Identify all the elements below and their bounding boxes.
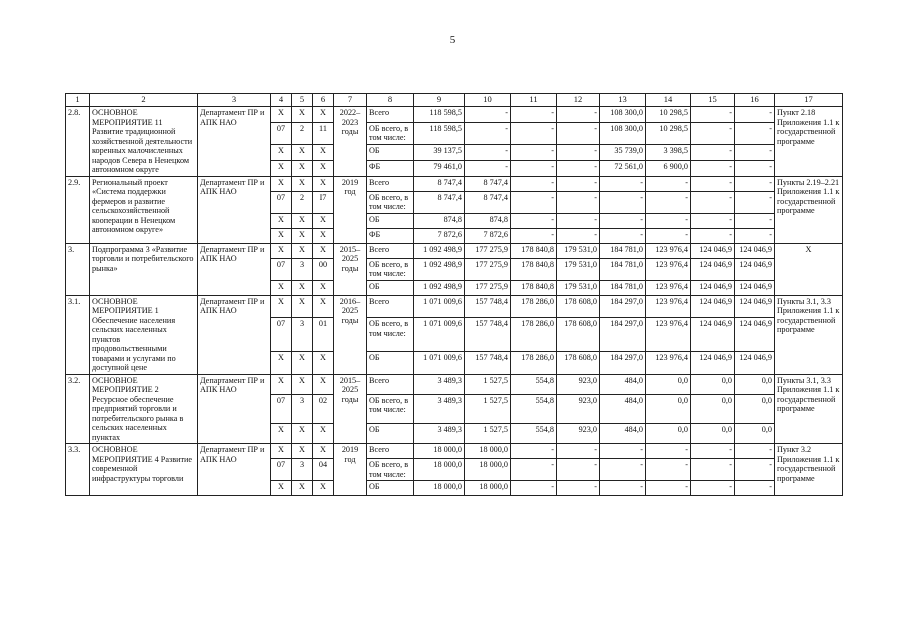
code-cell: 07 <box>271 459 292 481</box>
funding-source: Всего <box>367 107 414 123</box>
code-cell: X <box>292 481 313 496</box>
code-cell: X <box>313 176 334 191</box>
amount-cell: 484,0 <box>600 394 646 423</box>
amount-cell: 3 489,3 <box>414 374 465 394</box>
code-cell: X <box>292 160 313 176</box>
amount-cell: 484,0 <box>600 423 646 443</box>
amount-cell: 184 781,0 <box>600 280 646 295</box>
table-row <box>66 107 843 123</box>
amount-cell: 124 046,9 <box>735 295 775 318</box>
amount-cell: 177 275,9 <box>465 243 511 258</box>
amount-cell: 1 071 009,6 <box>414 295 465 318</box>
amount-cell: 123 976,4 <box>646 243 691 258</box>
amount-cell: - <box>557 228 600 243</box>
amount-cell: 124 046,9 <box>735 280 775 295</box>
code-cell: X <box>271 444 292 459</box>
item-number: 2.9. <box>66 176 90 243</box>
code-cell: X <box>271 351 292 374</box>
amount-cell: - <box>557 459 600 481</box>
code-cell: 3 <box>292 459 313 481</box>
period-cell: 2016–2025 годы <box>334 295 367 374</box>
amount-cell: 874,8 <box>414 213 465 228</box>
amount-cell: - <box>511 176 557 191</box>
amount-cell: 123 976,4 <box>646 295 691 318</box>
item-name: Подпрограмма 3 «Развитие торговли и потребительского рынка» <box>90 243 198 295</box>
code-cell: 2 <box>292 191 313 213</box>
code-cell: X <box>271 280 292 295</box>
amount-cell: 923,0 <box>557 423 600 443</box>
code-cell: X <box>292 228 313 243</box>
amount-cell: 0,0 <box>735 394 775 423</box>
amount-cell: 1 092 498,9 <box>414 258 465 280</box>
amount-cell: 124 046,9 <box>735 318 775 351</box>
code-cell: X <box>271 243 292 258</box>
amount-cell: 0,0 <box>646 423 691 443</box>
amount-cell: 178 840,8 <box>511 258 557 280</box>
period-cell: 2015–2025 годы <box>334 374 367 444</box>
amount-cell: - <box>465 145 511 161</box>
amount-cell: 177 275,9 <box>465 280 511 295</box>
amount-cell: 554,8 <box>511 394 557 423</box>
amount-cell: 157 748,4 <box>465 351 511 374</box>
amount-cell: - <box>465 122 511 145</box>
amount-cell: 1 527,5 <box>465 374 511 394</box>
amount-cell: - <box>511 145 557 161</box>
code-cell: X <box>271 107 292 123</box>
amount-cell: 178 286,0 <box>511 295 557 318</box>
amount-cell: - <box>691 444 735 459</box>
amount-cell: 923,0 <box>557 394 600 423</box>
column-header: 15 <box>691 94 735 107</box>
responsible-department: Департамент ПР и АПК НАО <box>198 374 271 444</box>
amount-cell: 18 000,0 <box>414 444 465 459</box>
amount-cell: 10 298,5 <box>646 107 691 123</box>
amount-cell: 18 000,0 <box>414 481 465 496</box>
funding-source: ОБ <box>367 481 414 496</box>
amount-cell: - <box>557 160 600 176</box>
amount-cell: 123 976,4 <box>646 280 691 295</box>
code-cell: X <box>292 107 313 123</box>
amount-cell: 178 840,8 <box>511 280 557 295</box>
amount-cell: - <box>465 160 511 176</box>
amount-cell: 0,0 <box>735 423 775 443</box>
funding-source: ОБ <box>367 351 414 374</box>
period-cell: 2015–2025 годы <box>334 243 367 295</box>
code-cell: 04 <box>313 459 334 481</box>
column-header: 1 <box>66 94 90 107</box>
amount-cell: 123 976,4 <box>646 258 691 280</box>
item-number: 2.8. <box>66 107 90 177</box>
code-cell: 01 <box>313 318 334 351</box>
amount-cell: 178 286,0 <box>511 351 557 374</box>
amount-cell: 1 527,5 <box>465 394 511 423</box>
code-cell: 3 <box>292 318 313 351</box>
code-cell: 07 <box>271 318 292 351</box>
amount-cell: 8 747,4 <box>465 176 511 191</box>
amount-cell: - <box>511 213 557 228</box>
funding-source: ОБ <box>367 280 414 295</box>
amount-cell: 0,0 <box>735 374 775 394</box>
period-cell: 2019 год <box>334 444 367 496</box>
funding-source: ОБ <box>367 213 414 228</box>
amount-cell: 157 748,4 <box>465 295 511 318</box>
item-name: ОСНОВНОЕ МЕРОПРИЯТИЕ 4 Развитие современной инфраструктуры торговли <box>90 444 198 496</box>
item-number: 3.1. <box>66 295 90 374</box>
amount-cell: 124 046,9 <box>735 243 775 258</box>
amount-cell: 108 300,0 <box>600 107 646 123</box>
amount-cell: - <box>646 481 691 496</box>
code-cell: 00 <box>313 258 334 280</box>
code-cell: 11 <box>313 122 334 145</box>
amount-cell: 124 046,9 <box>691 243 735 258</box>
amount-cell: - <box>646 213 691 228</box>
column-header: 5 <box>292 94 313 107</box>
amount-cell: - <box>511 459 557 481</box>
reference-note: X <box>775 243 843 295</box>
table-row <box>66 295 843 318</box>
item-name: ОСНОВНОЕ МЕРОПРИЯТИЕ 1 Обеспечение населения сельских населенных пунктов продовольственными товарами и услугами по доступной цене <box>90 295 198 374</box>
amount-cell: - <box>735 213 775 228</box>
amount-cell: 8 747,4 <box>414 176 465 191</box>
amount-cell: 124 046,9 <box>691 318 735 351</box>
code-cell: X <box>313 243 334 258</box>
amount-cell: - <box>691 481 735 496</box>
amount-cell: 184 781,0 <box>600 258 646 280</box>
code-cell: X <box>292 351 313 374</box>
amount-cell: 484,0 <box>600 374 646 394</box>
amount-cell: - <box>735 176 775 191</box>
item-name: ОСНОВНОЕ МЕРОПРИЯТИЕ 11 Развитие традиционной хозяйственной деятельности коренных малочисленных народов Севера в Ненецком автономном округе <box>90 107 198 177</box>
code-cell: X <box>271 160 292 176</box>
code-cell: X <box>313 228 334 243</box>
column-header: 6 <box>313 94 334 107</box>
amount-cell: 1 071 009,6 <box>414 351 465 374</box>
amount-cell: 39 137,5 <box>414 145 465 161</box>
amount-cell: 124 046,9 <box>735 258 775 280</box>
amount-cell: - <box>646 444 691 459</box>
amount-cell: - <box>646 459 691 481</box>
code-cell: 07 <box>271 394 292 423</box>
amount-cell: - <box>691 145 735 161</box>
amount-cell: - <box>691 228 735 243</box>
code-cell: X <box>313 107 334 123</box>
code-cell: X <box>313 423 334 443</box>
amount-cell: 0,0 <box>691 423 735 443</box>
code-cell: X <box>271 145 292 161</box>
amount-cell: - <box>557 176 600 191</box>
budget-table <box>65 93 843 496</box>
funding-source: ОБ всего, в том числе: <box>367 191 414 213</box>
amount-cell: 184 297,0 <box>600 318 646 351</box>
reference-note: Пункт 3.2 Приложения 1.1 к государственной программе <box>775 444 843 496</box>
amount-cell: 8 747,4 <box>465 191 511 213</box>
amount-cell: 0,0 <box>646 374 691 394</box>
period-cell: 2019 год <box>334 176 367 243</box>
amount-cell: 157 748,4 <box>465 318 511 351</box>
funding-source: ОБ всего, в том числе: <box>367 459 414 481</box>
column-header: 9 <box>414 94 465 107</box>
funding-source: ОБ всего, в том числе: <box>367 258 414 280</box>
amount-cell: 178 286,0 <box>511 318 557 351</box>
funding-source: ОБ всего, в том числе: <box>367 394 414 423</box>
amount-cell: 554,8 <box>511 423 557 443</box>
amount-cell: 124 046,9 <box>691 280 735 295</box>
amount-cell: 0,0 <box>691 394 735 423</box>
amount-cell: 0,0 <box>646 394 691 423</box>
amount-cell: - <box>557 444 600 459</box>
amount-cell: - <box>511 228 557 243</box>
responsible-department: Департамент ПР и АПК НАО <box>198 107 271 177</box>
column-header: 12 <box>557 94 600 107</box>
amount-cell: - <box>511 160 557 176</box>
amount-cell: - <box>735 481 775 496</box>
amount-cell: 18 000,0 <box>465 459 511 481</box>
code-cell: 3 <box>292 394 313 423</box>
code-cell: 2 <box>292 122 313 145</box>
amount-cell: 1 092 498,9 <box>414 280 465 295</box>
amount-cell: 1 527,5 <box>465 423 511 443</box>
amount-cell: - <box>600 481 646 496</box>
funding-source: ФБ <box>367 160 414 176</box>
code-cell: X <box>292 243 313 258</box>
column-header: 8 <box>367 94 414 107</box>
code-cell: X <box>313 160 334 176</box>
amount-cell: 123 976,4 <box>646 351 691 374</box>
amount-cell: - <box>557 191 600 213</box>
code-cell: X <box>292 423 313 443</box>
amount-cell: 108 300,0 <box>600 122 646 145</box>
amount-cell: 179 531,0 <box>557 258 600 280</box>
funding-source: ОБ <box>367 423 414 443</box>
code-cell: X <box>313 280 334 295</box>
responsible-department: Департамент ПР и АПК НАО <box>198 176 271 243</box>
amount-cell: - <box>511 191 557 213</box>
amount-cell: - <box>691 191 735 213</box>
code-cell: X <box>271 228 292 243</box>
amount-cell: - <box>735 459 775 481</box>
period-cell: 2022–2023 годы <box>334 107 367 177</box>
column-header: 13 <box>600 94 646 107</box>
amount-cell: 6 900,0 <box>646 160 691 176</box>
amount-cell: - <box>600 459 646 481</box>
code-cell: X <box>271 374 292 394</box>
amount-cell: - <box>735 107 775 123</box>
reference-note: Пункты 3.1, 3.3 Приложения 1.1 к государственной программе <box>775 374 843 444</box>
amount-cell: - <box>646 176 691 191</box>
column-header: 7 <box>334 94 367 107</box>
amount-cell: 124 046,9 <box>691 258 735 280</box>
amount-cell: - <box>646 228 691 243</box>
amount-cell: - <box>691 122 735 145</box>
column-header: 3 <box>198 94 271 107</box>
table-row <box>66 374 843 394</box>
amount-cell: 124 046,9 <box>735 351 775 374</box>
code-cell: X <box>292 444 313 459</box>
amount-cell: - <box>600 213 646 228</box>
column-header: 14 <box>646 94 691 107</box>
page-number: 5 <box>449 34 456 46</box>
amount-cell: 18 000,0 <box>465 481 511 496</box>
amount-cell: 554,8 <box>511 374 557 394</box>
amount-cell: 178 608,0 <box>557 295 600 318</box>
code-cell: X <box>292 145 313 161</box>
code-cell: 3 <box>292 258 313 280</box>
amount-cell: - <box>735 191 775 213</box>
reference-note: Пункт 2.18 Приложения 1.1 к государственной программе <box>775 107 843 177</box>
amount-cell: 79 461,0 <box>414 160 465 176</box>
header-row <box>66 94 843 107</box>
amount-cell: - <box>465 107 511 123</box>
code-cell: 07 <box>271 191 292 213</box>
code-cell: X <box>292 176 313 191</box>
item-number: 3. <box>66 243 90 295</box>
amount-cell: - <box>691 459 735 481</box>
amount-cell: 118 598,5 <box>414 107 465 123</box>
amount-cell: 874,8 <box>465 213 511 228</box>
table-body <box>66 94 843 496</box>
amount-cell: - <box>691 107 735 123</box>
funding-source: ОБ всего, в том числе: <box>367 122 414 145</box>
amount-cell: 118 598,5 <box>414 122 465 145</box>
code-cell: 07 <box>271 258 292 280</box>
responsible-department: Департамент ПР и АПК НАО <box>198 243 271 295</box>
amount-cell: 178 840,8 <box>511 243 557 258</box>
table-row <box>66 176 843 191</box>
amount-cell: 178 608,0 <box>557 318 600 351</box>
funding-source: Всего <box>367 176 414 191</box>
code-cell: X <box>271 481 292 496</box>
amount-cell: - <box>735 160 775 176</box>
amount-cell: - <box>557 122 600 145</box>
amount-cell: 7 872,6 <box>414 228 465 243</box>
amount-cell: 10 298,5 <box>646 122 691 145</box>
code-cell: X <box>313 481 334 496</box>
reference-note: Пункты 2.19–2.21 Приложения 1.1 к государственной программе <box>775 176 843 243</box>
responsible-department: Департамент ПР и АПК НАО <box>198 444 271 496</box>
code-cell: X <box>313 351 334 374</box>
funding-source: Всего <box>367 374 414 394</box>
amount-cell: 184 297,0 <box>600 351 646 374</box>
amount-cell: 124 046,9 <box>691 295 735 318</box>
amount-cell: - <box>557 213 600 228</box>
amount-cell: 1 092 498,9 <box>414 243 465 258</box>
amount-cell: 184 781,0 <box>600 243 646 258</box>
amount-cell: 3 489,3 <box>414 394 465 423</box>
responsible-department: Департамент ПР и АПК НАО <box>198 295 271 374</box>
code-cell: X <box>313 213 334 228</box>
code-cell: X <box>313 295 334 318</box>
amount-cell: 0,0 <box>691 374 735 394</box>
amount-cell: 18 000,0 <box>414 459 465 481</box>
amount-cell: - <box>646 191 691 213</box>
code-cell: X <box>292 280 313 295</box>
code-cell: X <box>292 213 313 228</box>
amount-cell: 184 297,0 <box>600 295 646 318</box>
amount-cell: - <box>511 481 557 496</box>
code-cell: X <box>313 145 334 161</box>
amount-cell: - <box>511 107 557 123</box>
amount-cell: - <box>600 176 646 191</box>
code-cell: X <box>292 295 313 318</box>
amount-cell: 35 739,0 <box>600 145 646 161</box>
amount-cell: 179 531,0 <box>557 280 600 295</box>
funding-source: Всего <box>367 295 414 318</box>
amount-cell: - <box>557 145 600 161</box>
amount-cell: - <box>600 444 646 459</box>
column-header: 10 <box>465 94 511 107</box>
funding-source: Всего <box>367 243 414 258</box>
amount-cell: 72 561,0 <box>600 160 646 176</box>
amount-cell: - <box>511 444 557 459</box>
table-row <box>66 243 843 258</box>
column-header: 2 <box>90 94 198 107</box>
item-number: 3.2. <box>66 374 90 444</box>
column-header: 4 <box>271 94 292 107</box>
amount-cell: 3 489,3 <box>414 423 465 443</box>
column-header: 17 <box>775 94 843 107</box>
amount-cell: - <box>557 107 600 123</box>
code-cell: 02 <box>313 394 334 423</box>
amount-cell: 923,0 <box>557 374 600 394</box>
amount-cell: - <box>691 213 735 228</box>
funding-source: ОБ всего, в том числе: <box>367 318 414 351</box>
amount-cell: - <box>735 228 775 243</box>
code-cell: 07 <box>271 122 292 145</box>
code-cell: X <box>313 374 334 394</box>
funding-source: ФБ <box>367 228 414 243</box>
amount-cell: 1 071 009,6 <box>414 318 465 351</box>
column-header: 11 <box>511 94 557 107</box>
amount-cell: 8 747,4 <box>414 191 465 213</box>
code-cell: X <box>292 374 313 394</box>
column-header: 16 <box>735 94 775 107</box>
amount-cell: - <box>735 122 775 145</box>
code-cell: X <box>271 213 292 228</box>
item-name: ОСНОВНОЕ МЕРОПРИЯТИЕ 2 Ресурсное обеспечение предприятий торговли и потребительского рынка в сельских населенных пунктах <box>90 374 198 444</box>
code-cell: X <box>271 295 292 318</box>
reference-note: Пункты 3.1, 3.3 Приложения 1.1 к государственной программе <box>775 295 843 374</box>
amount-cell: 7 872,6 <box>465 228 511 243</box>
funding-source: ОБ <box>367 145 414 161</box>
amount-cell: - <box>600 191 646 213</box>
amount-cell: - <box>691 176 735 191</box>
amount-cell: - <box>735 444 775 459</box>
amount-cell: 179 531,0 <box>557 243 600 258</box>
amount-cell: - <box>600 228 646 243</box>
amount-cell: - <box>557 481 600 496</box>
funding-source: Всего <box>367 444 414 459</box>
amount-cell: 124 046,9 <box>691 351 735 374</box>
amount-cell: 177 275,9 <box>465 258 511 280</box>
code-cell: X <box>313 444 334 459</box>
code-cell: I7 <box>313 191 334 213</box>
amount-cell: - <box>735 145 775 161</box>
amount-cell: 3 398,5 <box>646 145 691 161</box>
table-row <box>66 444 843 459</box>
amount-cell: 18 000,0 <box>465 444 511 459</box>
item-number: 3.3. <box>66 444 90 496</box>
amount-cell: 123 976,4 <box>646 318 691 351</box>
code-cell: X <box>271 176 292 191</box>
amount-cell: 178 608,0 <box>557 351 600 374</box>
code-cell: X <box>271 423 292 443</box>
item-name: Региональный проект «Система поддержки фермеров и развитие сельскохозяйственной кооперации в Ненецком автономном округе» <box>90 176 198 243</box>
amount-cell: - <box>511 122 557 145</box>
amount-cell: - <box>691 160 735 176</box>
